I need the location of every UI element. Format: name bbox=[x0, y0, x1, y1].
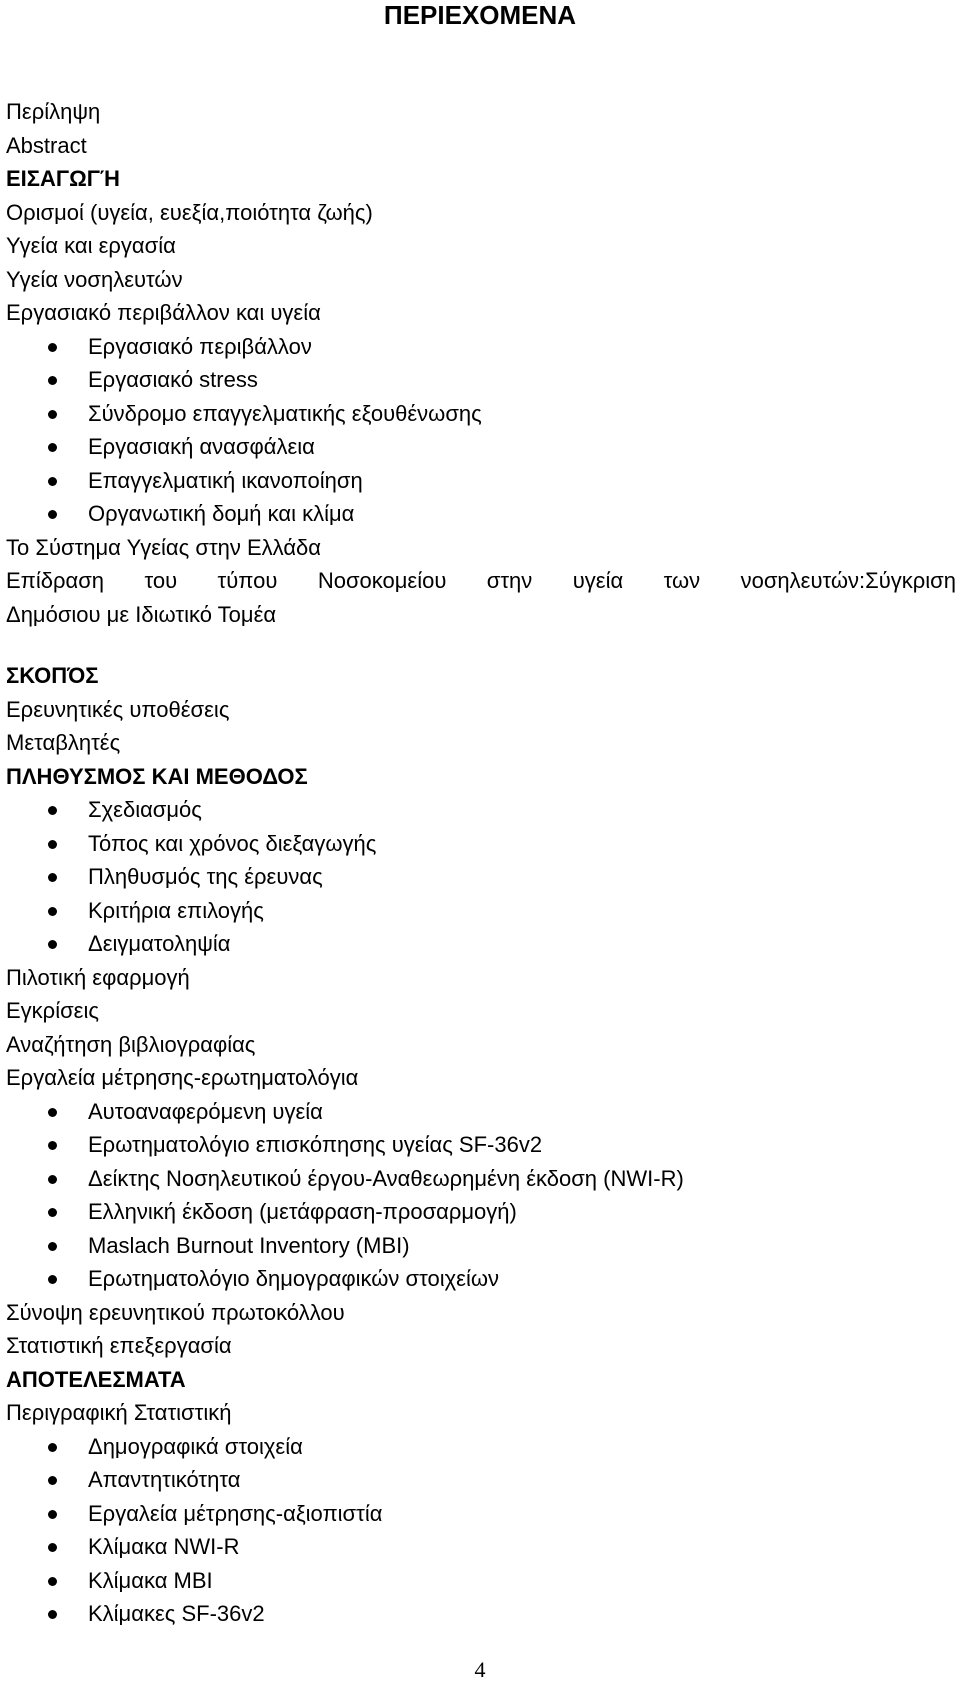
toc-entry-text: Υγεία και εργασία bbox=[6, 233, 176, 258]
bullet-icon bbox=[48, 1443, 57, 1452]
bullet-icon bbox=[48, 1175, 57, 1184]
toc-item bbox=[6, 994, 956, 1028]
toc-bullet-item bbox=[6, 1597, 956, 1631]
toc-bullet-item bbox=[6, 464, 956, 498]
toc-entry-text: Κλίμακα NWI-R bbox=[88, 1534, 240, 1559]
toc-entry-text: Απαντητικότητα bbox=[88, 1467, 241, 1492]
bullet-icon bbox=[48, 1141, 57, 1150]
toc-entry-text: Κριτήρια επιλογής bbox=[88, 897, 264, 923]
toc-item bbox=[6, 531, 956, 565]
toc-entry-text: Maslach Burnout Inventory (MBI) bbox=[88, 1232, 410, 1258]
bullet-icon bbox=[48, 477, 57, 486]
toc-entry-text: Εργασιακό stress bbox=[88, 367, 258, 392]
toc-item bbox=[6, 1061, 956, 1095]
bullet-icon bbox=[48, 376, 57, 385]
bullet-icon bbox=[48, 840, 57, 849]
toc-item bbox=[6, 598, 956, 632]
toc-entry-text: Σχεδιασμός bbox=[88, 797, 202, 822]
page-title: ΠΕΡΙΕΧΟΜΕΝΑ bbox=[383, 0, 577, 30]
toc-bullet-item bbox=[6, 1162, 956, 1196]
toc-item bbox=[6, 196, 956, 230]
toc-entry-text: Πληθυσμός της έρευνας bbox=[88, 864, 323, 889]
bullet-icon bbox=[48, 940, 57, 949]
bullet-icon bbox=[48, 907, 57, 916]
toc-section-heading bbox=[6, 162, 956, 196]
bullet-icon bbox=[48, 1577, 57, 1586]
bullet-icon bbox=[48, 410, 57, 419]
toc-bullet-item bbox=[6, 1095, 956, 1129]
table-of-contents bbox=[6, 95, 956, 1631]
toc-entry-text: Εργασιακό περιβάλλον και υγεία bbox=[6, 300, 321, 325]
toc-entry-text: ΠΛΗΘΥΣΜΟΣ ΚΑΙ ΜΕΘΟΔΟΣ bbox=[6, 763, 308, 789]
toc-item bbox=[6, 229, 956, 263]
toc-entry-text: Αυτοαναφερόμενη υγεία bbox=[88, 1098, 323, 1124]
bullet-icon bbox=[48, 1476, 57, 1485]
page-number: 4 bbox=[474, 1657, 486, 1682]
toc-bullet-item bbox=[6, 363, 956, 397]
toc-bullet-item bbox=[6, 1530, 956, 1564]
toc-item bbox=[6, 693, 956, 727]
toc-entry-text: Επαγγελματική ικανοποίηση bbox=[88, 467, 363, 493]
toc-entry-text: Αναζήτηση βιβλιογραφίας bbox=[6, 1031, 256, 1057]
toc-bullet-item bbox=[6, 1564, 956, 1598]
toc-entry-text: ΕΙΣΑΓΩΓΉ bbox=[6, 166, 120, 191]
bullet-icon bbox=[48, 1610, 57, 1619]
toc-entry-text: Σύνοψη ερευνητικού πρωτοκόλλου bbox=[6, 1299, 345, 1325]
toc-bullet-item bbox=[6, 793, 956, 827]
toc-bullet-item bbox=[6, 1262, 956, 1296]
toc-entry-text: Εργαλεία μέτρησης-ερωτηματολόγια bbox=[6, 1065, 359, 1090]
toc-entry-text: Υγεία νοσηλευτών bbox=[6, 266, 183, 292]
toc-entry-text: Τόπος και χρόνος διεξαγωγής bbox=[88, 830, 377, 856]
toc-entry-text: Μεταβλητές bbox=[6, 730, 121, 755]
bullet-icon bbox=[48, 1510, 57, 1519]
toc-entry-text: Δημογραφικά στοιχεία bbox=[88, 1433, 303, 1459]
bullet-icon bbox=[48, 1543, 57, 1552]
toc-entry-text: Επίδραση του τύπου Νοσοκομείου στην υγεία των νοσηλευτών:Σύγκριση bbox=[6, 568, 956, 593]
toc-item bbox=[6, 296, 956, 330]
toc-item bbox=[6, 129, 956, 163]
toc-entry-text: Κλίμακες SF-36v2 bbox=[88, 1601, 265, 1626]
section-spacer bbox=[6, 631, 956, 659]
toc-entry-text: Εργασιακή ανασφάλεια bbox=[88, 434, 315, 459]
toc-bullet-item bbox=[6, 860, 956, 894]
toc-item bbox=[6, 726, 956, 760]
bullet-icon bbox=[48, 1242, 57, 1251]
toc-entry-text: Εγκρίσεις bbox=[6, 998, 99, 1023]
toc-entry-text: Ορισμοί (υγεία, ευεξία,ποιότητα ζωής) bbox=[6, 199, 373, 225]
toc-bullet-item bbox=[6, 430, 956, 464]
toc-entry-text: Ερωτηματολόγιο επισκόπησης υγείας SF-36v2 bbox=[88, 1132, 543, 1157]
toc-entry-text: Το Σύστημα Υγείας στην Ελλάδα bbox=[6, 534, 322, 560]
toc-item bbox=[6, 1296, 956, 1330]
toc-entry-text: Κλίμακα MBI bbox=[88, 1567, 213, 1593]
toc-entry-text: Στατιστική επεξεργασία bbox=[6, 1333, 232, 1358]
bullet-icon bbox=[48, 510, 57, 519]
toc-entry-text: Abstract bbox=[6, 132, 87, 158]
toc-entry-text: Ερευνητικές υποθέσεις bbox=[6, 696, 230, 722]
toc-entry-text: Σύνδρομο επαγγελματικής εξουθένωσης bbox=[88, 400, 482, 426]
toc-bullet-item bbox=[6, 927, 956, 961]
toc-section-heading bbox=[6, 1363, 956, 1397]
toc-entry-text: Ελληνική έκδοση (μετάφραση-προσαρμογή) bbox=[88, 1199, 517, 1224]
toc-bullet-item bbox=[6, 1463, 956, 1497]
toc-bullet-item bbox=[6, 1195, 956, 1229]
toc-entry-text: Εργασιακό περιβάλλον bbox=[88, 333, 312, 359]
toc-item bbox=[6, 263, 956, 297]
bullet-icon bbox=[48, 806, 57, 815]
toc-section-heading bbox=[6, 659, 956, 693]
toc-bullet-item bbox=[6, 1229, 956, 1263]
toc-section-heading bbox=[6, 760, 956, 794]
bullet-icon bbox=[48, 1275, 57, 1284]
toc-item bbox=[6, 1396, 956, 1430]
toc-item bbox=[6, 961, 956, 995]
toc-entry-text: Δημόσιου με Ιδιωτικό Τομέα bbox=[6, 601, 277, 627]
toc-item bbox=[6, 564, 956, 598]
toc-item bbox=[6, 1329, 956, 1363]
toc-entry-text: Εργαλεία μέτρησης-αξιοπιστία bbox=[88, 1500, 383, 1526]
toc-entry-text: Περίληψη bbox=[6, 99, 101, 124]
bullet-icon bbox=[48, 443, 57, 452]
bullet-icon bbox=[48, 873, 57, 882]
toc-entry-text: Ερωτηματολόγιο δημογραφικών στοιχείων bbox=[88, 1266, 500, 1291]
bullet-icon bbox=[48, 343, 57, 352]
toc-entry-text: Οργανωτική δομή και κλίμα bbox=[88, 501, 355, 526]
bullet-icon bbox=[48, 1208, 57, 1217]
toc-entry-text: ΑΠΟΤΕΛΕΣΜΑΤΑ bbox=[6, 1366, 186, 1392]
toc-bullet-item bbox=[6, 827, 956, 861]
toc-bullet-item bbox=[6, 1430, 956, 1464]
toc-entry-text: Δειγματοληψία bbox=[88, 931, 231, 956]
toc-entry-text: Πιλοτική εφαρμογή bbox=[6, 964, 190, 990]
toc-bullet-item bbox=[6, 894, 956, 928]
bullet-icon bbox=[48, 1108, 57, 1117]
toc-bullet-item bbox=[6, 1497, 956, 1531]
toc-entry-text: ΣΚΟΠΌΣ bbox=[6, 663, 99, 688]
toc-bullet-item bbox=[6, 497, 956, 531]
toc-item bbox=[6, 1028, 956, 1062]
toc-entry-text: Περιγραφική Στατιστική bbox=[6, 1400, 232, 1425]
toc-bullet-item bbox=[6, 330, 956, 364]
toc-bullet-item bbox=[6, 397, 956, 431]
toc-bullet-item bbox=[6, 1128, 956, 1162]
toc-item bbox=[6, 95, 956, 129]
toc-entry-text: Δείκτης Νοσηλευτικού έργου-Αναθεωρημένη έκδοση (NWI-R) bbox=[88, 1165, 684, 1191]
